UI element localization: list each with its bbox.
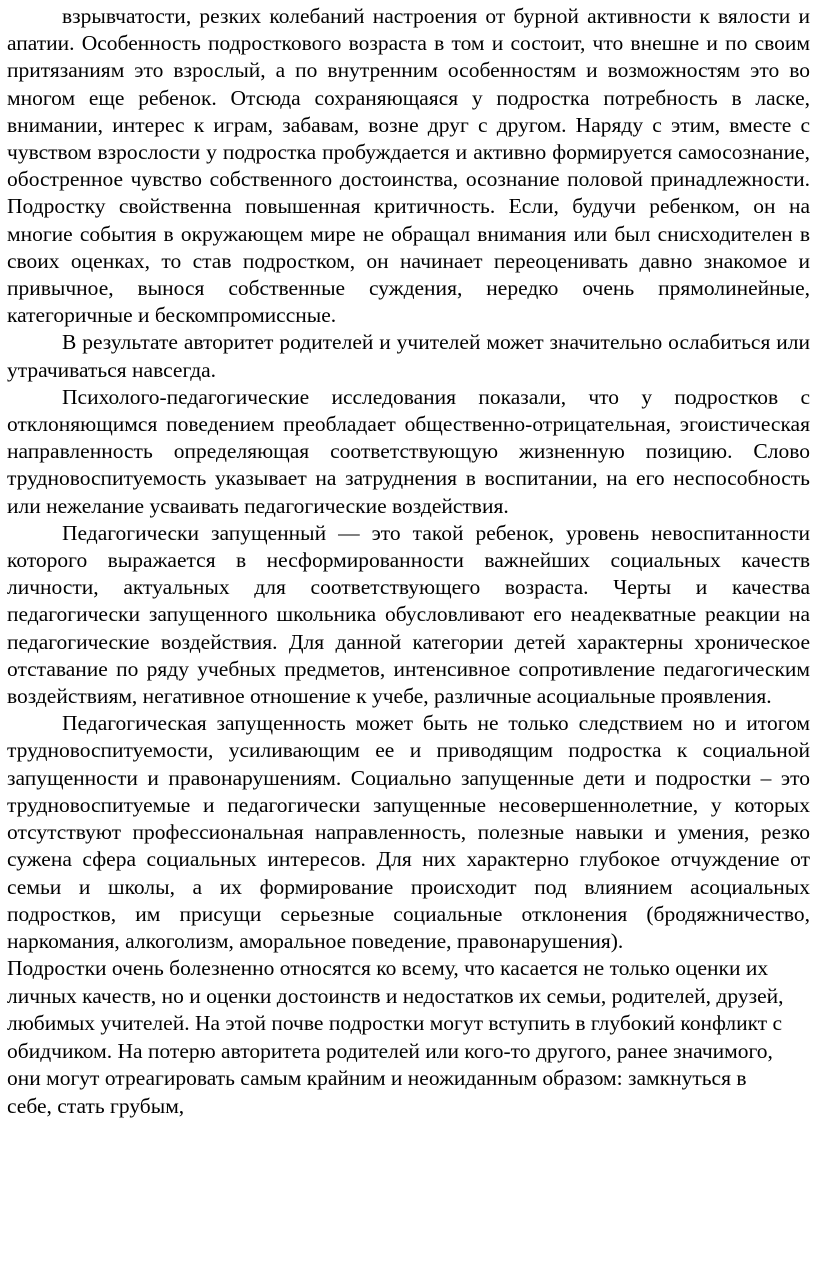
paragraph-pedagogically-neglected: Педагогически запущенный — это такой ребенок, уровень невоспитанности которого выражается в несформированности важнейших социальных качеств личности, актуальных для соответствующего возраста. Черты и качества педагогически запущенного школьника обусловливают его неадекватные реакции на педагогические воздействия. Для данной категории детей характерны хроническое отставание по ряду учебных предметов, интенсивное сопротивление педагогическим воздействиям, негативное отношение к учебе, различные асоциальные проявления. xyxy=(7,520,810,709)
paragraph-adolescence-contradictions: взрывчатости, резких колебаний настроения от бурной активности к вялости и апатии. Особенность подросткового возраста в том и состоит, что внешне и по своим притязаниям это взрослый, а по внутренним особенностям и возможностям это во многом еще ребенок. Отсюда сохраняющаяся у подростка потребность в ласке, внимании, интерес к играм, забавам, возне друг с другом. Наряду с этим, вместе с чувством взрослости у подростка пробуждается и активно формируется самосознание, обостренное чувство собственного достоинства, осознание половой принадлежности. Подростку свойственна повышенная критичность. Если, будучи ребенком, он на многие события в окружающем мире не обращал внимания или был снисходителен в своих оценках, то став подростком, он начинает переоценивать давно знакомое и привычное, вынося собственные суждения, нередко очень прямолинейные, категоричные и бескомпромиссные. xyxy=(7,4,810,328)
paragraph-sensitivity: Подростки очень болезненно относятся ко всему, что касается не только оценки их личных качеств, но и оценки достоинств и недостатков их семьи, родителей, друзей, любимых учителей. На этой почве подростки могут вступить в глубокий конфликт с обидчиком. На потерю авторитета родителей или кого-то другого, ранее значимого, они могут отреагировать самым крайним и неожиданным образом: замкнуться в себе, стать грубым, xyxy=(7,956,784,1119)
paragraph-social-neglect: Педагогическая запущенность может быть не только следствием но и итогом трудновоспитуемости, усиливающим ее и приводящим подростка к социальной запущенности и правонарушениям. Социально запущенные дети и подростки – это трудновоспитуемые и педагогически запущенные несовершеннолетние, у которых отсутствуют профессиональная направленность, полезные навыки и умения, резко сужена сфера социальных интересов. Для них характерно глубокое отчуждение от семьи и школы, а их формирование происходит под влиянием асоциальных подростков, им присущи серьезные социальные отклонения (бродяжничество, наркомания, алкоголизм, аморальное поведение, правонарушения). xyxy=(7,711,810,953)
paragraph-authority-weakening: В результате авторитет родителей и учителей может значительно ослабиться или утрачиваться навсегда. xyxy=(7,330,810,382)
paragraph-deviant-behavior: Психолого-педагогические исследования показали, что у подростков с отклоняющимся поведением преобладает общественно-отрицательная, эгоистическая направленность определяющая соответствующую жизненную позицию. Слово трудновоспитуемость указывает на затруднения в воспитании, на его неспособность или нежелание усваивать педагогические воздействия. xyxy=(7,384,810,518)
